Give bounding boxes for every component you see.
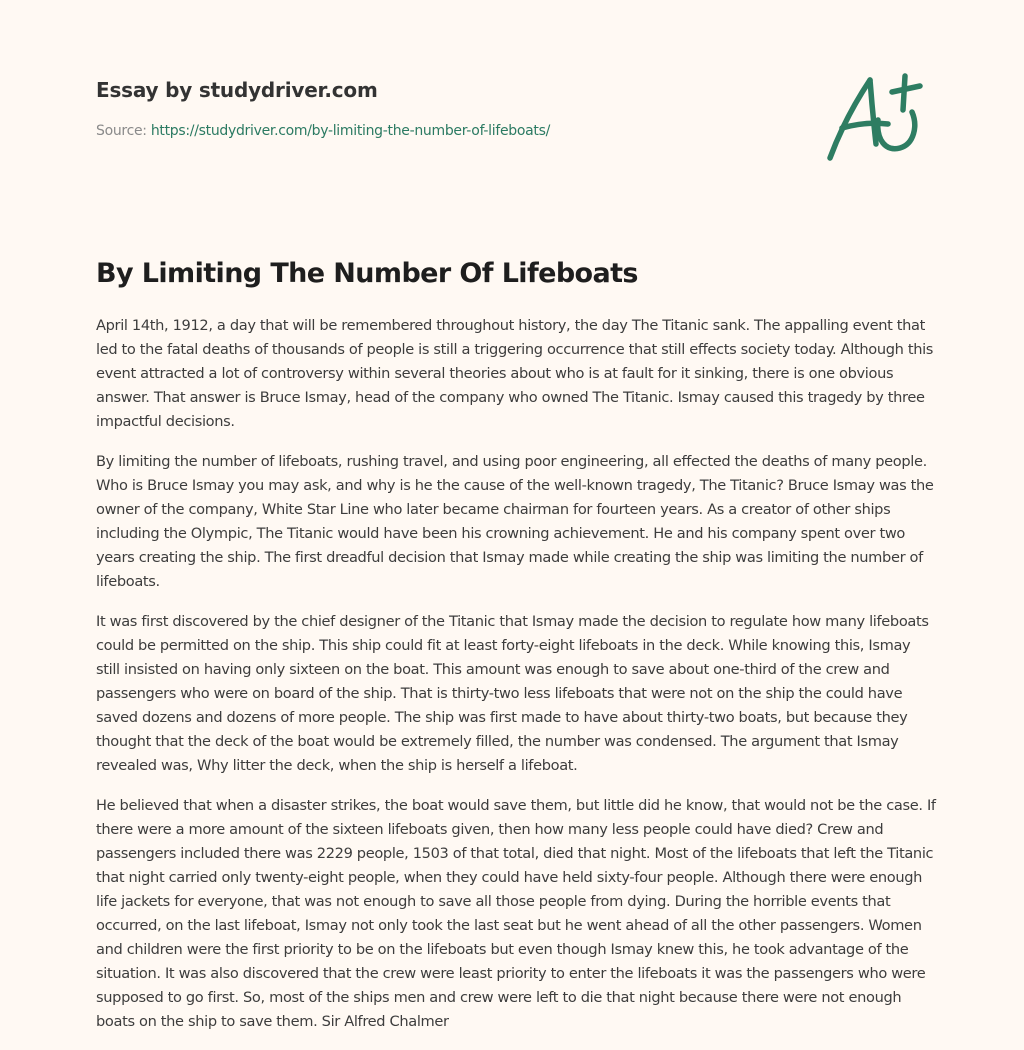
article-body — [96, 314, 936, 1050]
site-header — [96, 76, 936, 141]
source-link[interactable]: https://studydriver.com/by-limiting-the-number-of-lifeboats/ — [150, 123, 551, 139]
a-plus-grade-icon — [822, 66, 932, 166]
paragraph: By limiting the number of lifeboats, rushing travel, and using poor engineering, all effected the deaths of many people. Who is Bruce Ismay you may ask, and why is he the cause of the well-known tragedy, The Titanic? Bruce Ismay was the owner of the company, White Star Line who later became chairman for fourteen years. As a creator of other ships including the Olympic, The Titanic would have been his crowning achievement. He and his company spent over two years creating the ship. The first dreadful decision that Ismay made while creating the ship was limiting the number of lifeboats. — [96, 453, 934, 590]
source-line — [96, 121, 936, 141]
paragraph: April 14th, 1912, a day that will be remembered throughout history, the day The Titanic sank. The appalling event that led to the fatal deaths of thousands of people is still a triggering occurrence that still effects society today. Although this event attracted a lot of controversy within several theories about who is at fault for it sinking, there is one obvious answer. That answer is Bruce Ismay, head of the company who owned The Titanic. Ismay caused this tragedy by three impactful decisions. — [96, 317, 934, 430]
brand-title: Essay by studydriver.com — [96, 78, 378, 102]
paragraph: It was first discovered by the chief designer of the Titanic that Ismay made the decision to regulate how many lifeboats could be permitted on the ship. This ship could fit at least forty-eight lifeboats in the deck. While knowing this, Ismay still insisted on having only sixteen on the boat. This amount was enough to save about one-third of the crew and passengers who were on board of the ship. That is thirty-two less lifeboats that were not on the ship the could have saved dozens and dozens of more people. The ship was first made to have about thirty-two boats, but because they thought that the deck of the boat would be extremely filled, the number was condensed. The argument that Ismay revealed was, Why litter the deck, when the ship is herself a lifeboat. — [96, 613, 929, 774]
paragraph: He believed that when a disaster strikes, the boat would save them, but little did he know, that would not be the case. If there were a more amount of the sixteen lifeboats given, then how many less people could have died? Crew and passengers included there was 2229 people, 1503 of that total, died that night. Most of the lifeboats that left the Titanic that night carried only twenty-eight people, when they could have held sixty-four people. Although there were enough life jackets for everyone, that was not enough to save all those people from dying. During the horrible events that occurred, on the last lifeboat, Ismay not only took the last seat but he went ahead of all the other passengers. Women and children were the first priority to be on the lifeboats but even though Ismay knew this, he took advantage of the situation. It was also discovered that the crew were least priority to enter the lifeboats it was the passengers who were supposed to go first. So, most of the ships men and crew were left to die that night because there were not enough boats on the ship to save them. Sir Alfred Chalmer — [96, 797, 936, 1030]
article-title: By Limiting The Number Of Lifeboats — [96, 258, 638, 289]
source-label: Source: — [96, 123, 151, 139]
